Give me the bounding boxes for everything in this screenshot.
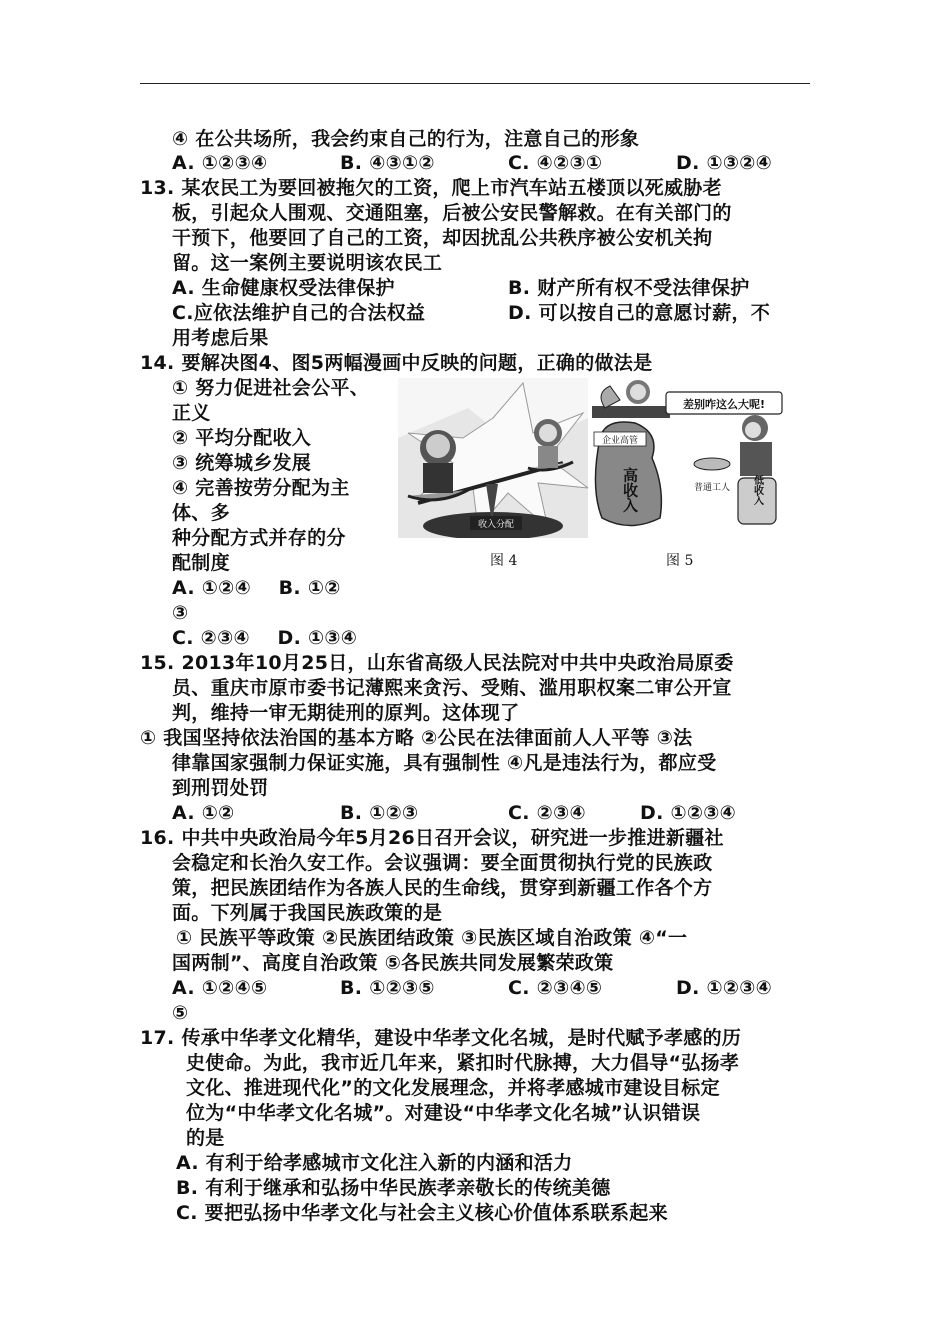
q14-item-1-cont: 正义 — [172, 402, 211, 424]
q14-item-4-cont1: 体、多 — [172, 502, 230, 524]
q16-option-b: B. ①②③⑤ — [340, 977, 435, 999]
q13-option-d: D. 可以按自己的意愿讨薪，不 — [508, 302, 771, 324]
q17-stem-line3: 文化、推进现代化”的文化发展理念，并将孝感城市建设目标定 — [186, 1077, 720, 1099]
header-rule — [140, 83, 810, 84]
q13-option-c: C.应依法维护自己的合法权益 — [172, 302, 426, 324]
q12-option-c: C. ④②③① — [508, 152, 603, 174]
q17-option-a: A. 有利于给孝感城市文化注入新的内涵和活力 — [176, 1152, 573, 1174]
q16-stem-line2: 会稳定和长治久安工作。会议强调：要全面贯彻执行党的民族政 — [172, 852, 713, 874]
q12-option-d: D. ①③②④ — [676, 152, 773, 174]
figure-5-cartoon — [590, 378, 788, 530]
figure-5-bag-right: 低收入 — [751, 475, 763, 505]
q15-option-d: D. ①②③④ — [640, 802, 737, 824]
q16-option-a: A. ①②④⑤ — [172, 977, 268, 999]
q12-option-b: B. ④③①② — [340, 152, 435, 174]
q16-items-line2: 国两制”、高度自治政策 ⑤各民族共同发展繁荣政策 — [172, 952, 614, 974]
q16-stem-line4: 面。下列属于我国民族政策的是 — [172, 902, 443, 924]
figure-5-right-tag: 普通工人 — [693, 483, 731, 493]
figure-5-left-tag: 企业高管 — [601, 436, 639, 446]
q17-option-c: C. 要把弘扬中华孝文化与社会主义核心价值体系联系起来 — [176, 1202, 668, 1224]
q15-option-b: B. ①②③ — [340, 802, 419, 824]
q14-item-1: ① 努力促进社会公平、 — [172, 377, 370, 399]
q17-stem-line5: 的是 — [186, 1127, 225, 1149]
q15-items-line2: 律靠国家强制力保证实施，具有强制性 ④凡是违法行为，都应受 — [172, 752, 717, 774]
q14-options-ab: A. ①②④ B. ①② — [172, 577, 341, 599]
q12-option-a: A. ①②③④ — [172, 152, 268, 174]
q15-stem-line1: 15. 2013年10月25日，山东省高级人民法院对中共中央政治局原委 — [140, 652, 734, 674]
q14-stem: 14. 要解决图4、图5两幅漫画中反映的问题，正确的做法是 — [140, 352, 653, 374]
q15-stem-line3: 判，维持一审无期徒刑的原判。这体现了 — [172, 702, 520, 724]
q15-stem-line2: 员、重庆市原市委书记薄熙来贪污、受贿、滥用职权案二审公开宣 — [172, 677, 732, 699]
q16-items-line1: ① 民族平等政策 ②民族团结政策 ③民族区域自治政策 ④“一 — [176, 927, 688, 949]
q14-item-4-cont3: 配制度 — [172, 552, 230, 574]
q12-item-4: ④ 在公共场所，我会约束自己的行为，注意自己的形象 — [172, 128, 640, 150]
q13-stem-line1: 13. 某农民工为要回被拖欠的工资，爬上市汽车站五楼顶以死威胁老 — [140, 177, 722, 199]
q13-option-b: B. 财产所有权不受法律保护 — [508, 277, 750, 299]
q17-option-b: B. 有利于继承和弘扬中华民族孝亲敬长的传统美德 — [176, 1177, 611, 1199]
q14-item-2: ② 平均分配收入 — [172, 427, 312, 449]
q14-options-cd: C. ②③④ D. ①③④ — [172, 627, 358, 649]
figure-5-bag-left: 高收入 — [621, 467, 639, 513]
figure-4-cartoon — [398, 378, 588, 538]
q14-options-ab-cont: ③ — [172, 602, 189, 624]
q17-stem-line1: 17. 传承中华孝文化精华，建设中华孝文化名城，是时代赋予孝感的历 — [140, 1027, 742, 1049]
q16-option-c: C. ②③④⑤ — [508, 977, 603, 999]
q16-option-d: D. ①②③④ — [676, 977, 773, 999]
figure-4-caption: 图 4 — [490, 553, 518, 569]
q16-option-d-cont: ⑤ — [172, 1002, 189, 1024]
q16-stem-line3: 策，把民族团结作为各族人民的生命线，贯穿到新疆工作各个方 — [172, 877, 713, 899]
q13-stem-line3: 干预下，他要回了自己的工资，却因扰乱公共秩序被公安机关拘 — [172, 227, 713, 249]
q13-option-d-cont: 用考虑后果 — [172, 327, 269, 349]
q15-option-a: A. ①② — [172, 802, 235, 824]
q17-stem-line4: 位为“中华孝文化名城”。对建设“中华孝文化名城”认识错误 — [186, 1102, 701, 1124]
q14-item-4-cont2: 种分配方式并存的分 — [172, 527, 346, 549]
q14-item-4: ④ 完善按劳分配为主 — [172, 477, 350, 499]
q15-items-line3: 到刑罚处罚 — [172, 777, 269, 799]
q14-item-3: ③ 统筹城乡发展 — [172, 452, 312, 474]
q13-stem-line4: 留。这一案例主要说明该农民工 — [172, 252, 443, 274]
q15-items-line1: ① 我国坚持依法治国的基本方略 ②公民在法律面前人人平等 ③法 — [140, 727, 693, 749]
q16-stem-line1: 16. 中共中央政治局今年5月26日召开会议，研究进一步推进新疆社 — [140, 827, 724, 849]
figure-5-bubble: 差别咋这么大呢! — [682, 398, 766, 411]
q15-option-c: C. ②③④ — [508, 802, 586, 824]
q13-stem-line2: 板，引起众人围观、交通阻塞，后被公安民警解救。在有关部门的 — [172, 202, 732, 224]
q13-option-a: A. 生命健康权受法律保护 — [172, 277, 395, 299]
figure-4-label: 收入分配 — [477, 520, 515, 530]
figure-5-caption: 图 5 — [666, 553, 694, 569]
q17-stem-line2: 史使命。为此，我市近几年来，紧扣时代脉搏，大力倡导“弘扬孝 — [186, 1052, 740, 1074]
